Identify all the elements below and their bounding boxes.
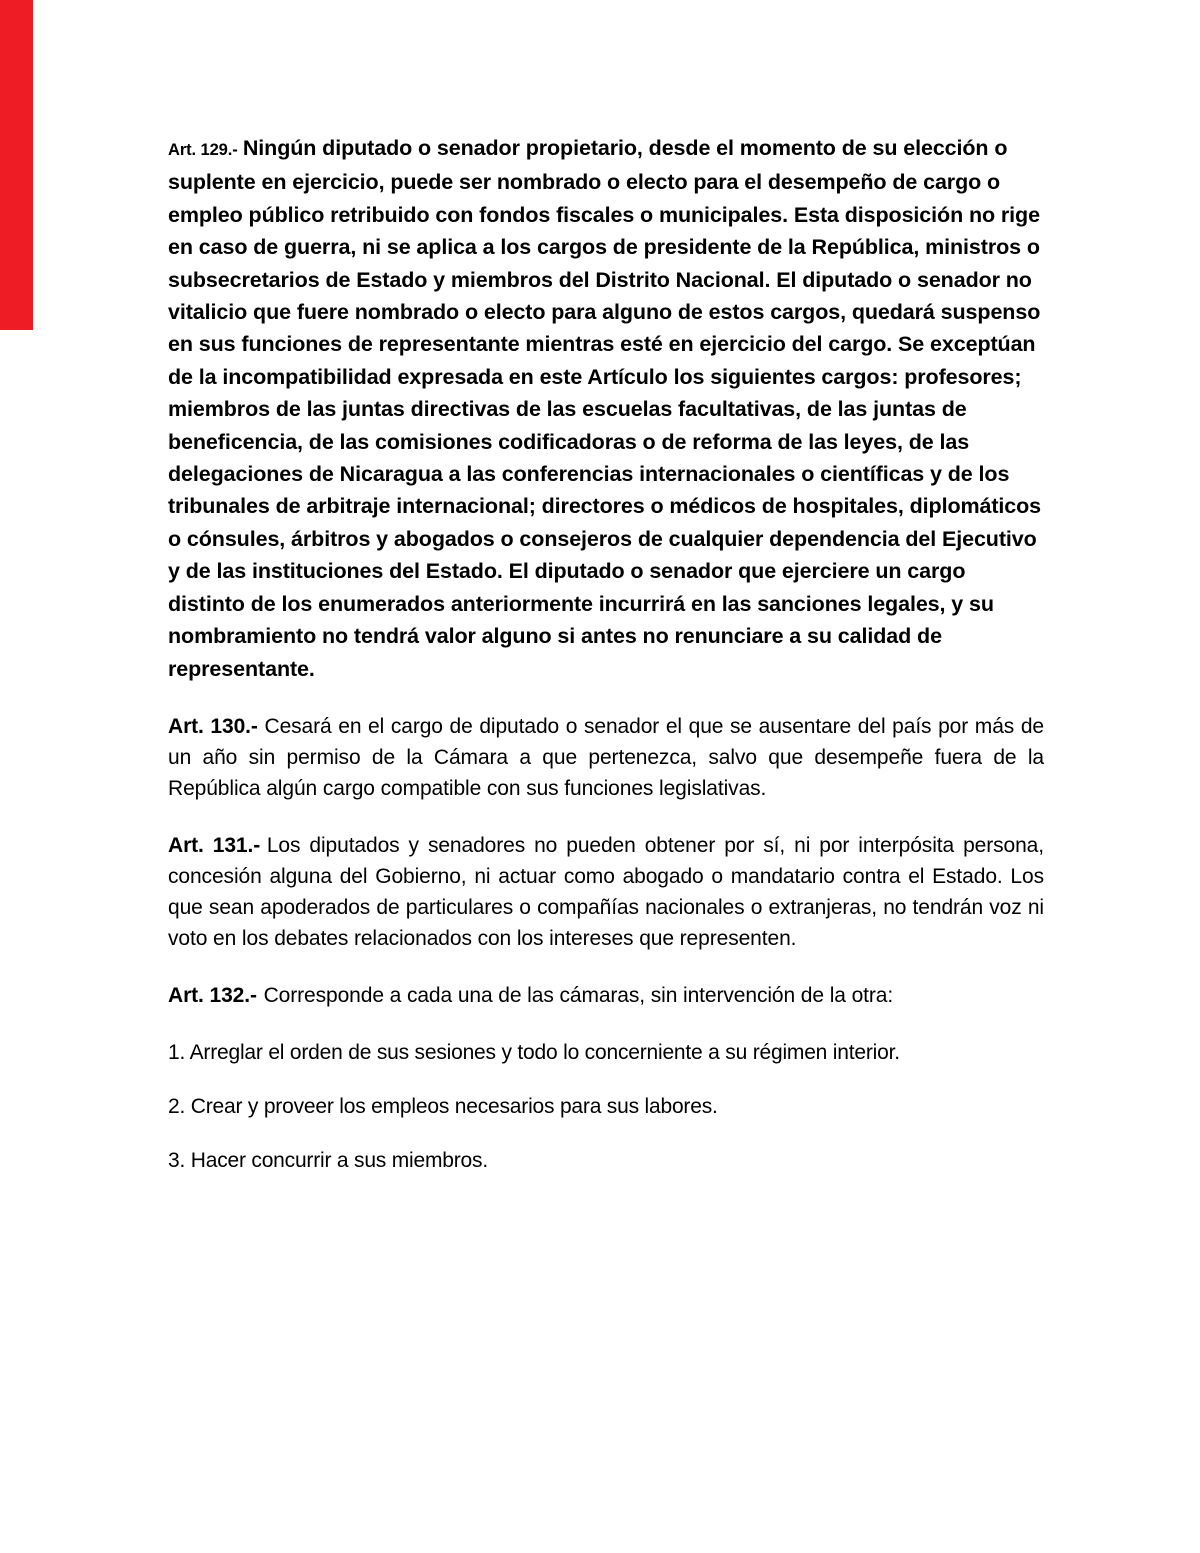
article-130-label: Art. 130.- bbox=[168, 714, 258, 738]
list-item-2 bbox=[168, 1091, 1044, 1122]
list-item-1-text: 1. Arreglar el orden de sus sesiones y todo lo concerniente a su régimen interior. bbox=[168, 1040, 900, 1064]
red-edge-bar bbox=[0, 0, 33, 330]
document-content bbox=[168, 0, 1044, 1199]
article-129-label: Art. 129.- bbox=[168, 141, 238, 159]
article-130-paragraph bbox=[168, 711, 1044, 804]
article-132-label: Art. 132.- bbox=[168, 983, 257, 1007]
article-131-text: Los diputados y senadores no pueden obtener por sí, ni por interpósita persona, concesión alguna del Gobierno, ni actuar como abogado o mandatario contra el Estado. Los que sean apoderados de particulares o compañías nacionales o extranjeras, no tendrán voz ni voto en los debates relacionados con los intereses que representen. bbox=[168, 833, 1044, 950]
list-item-3 bbox=[168, 1145, 1044, 1176]
article-132-text: Corresponde a cada una de las cámaras, sin intervención de la otra: bbox=[263, 983, 894, 1007]
list-item-3-text: 3. Hacer concurrir a sus miembros. bbox=[168, 1148, 488, 1172]
list-item-1 bbox=[168, 1037, 1044, 1068]
article-131-paragraph bbox=[168, 830, 1044, 954]
article-129-text: Ningún diputado o senador propietario, desde el momento de su elección o suplente en ejercicio, puede ser nombrado o electo para el desempeño de cargo o empleo público retribuido con fondos fiscales o municipales. Esta disposición no rige en caso de guerra, ni se aplica a los cargos de presidente de la República, ministros o subsecretarios de Estado y miembros del Distrito Nacional. El diputado o senador no vitalicio que fuere nombrado o electo para alguno de estos cargos, quedará suspenso en sus funciones de representante mientras esté en ejercicio del cargo. Se exceptúan de la incompatibilidad expresada en este Artículo los siguientes cargos: profesores; miembros de las juntas directivas de las escuelas facultativas, de las juntas de beneficencia, de las comisiones codificadoras o de reforma de las leyes, de las delegaciones de Nicaragua a las conferencias internacionales o científicas y de los tribunales de arbitraje internacional; directores o médicos de hospitales, diplomáticos o cónsules, árbitros y abogados o consejeros de cualquier dependencia del Ejecutivo y de las instituciones del Estado. El diputado o senador que ejerciere un cargo distinto de los enumerados anteriormente incurrirá en las sanciones legales, y su nombramiento no tendrá valor alguno si antes no renunciare a su calidad de representante. bbox=[168, 136, 1042, 681]
article-130-text: Cesará en el cargo de diputado o senador el que se ausentare del país por más de un año sin permiso de la Cámara a que pertenezca, salvo que desempeñe fuera de la República algún cargo compatible con sus funciones legislativas. bbox=[168, 714, 1044, 800]
article-131-label: Art. 131.- bbox=[168, 833, 261, 857]
list-item-2-text: 2. Crear y proveer los empleos necesarios para sus labores. bbox=[168, 1094, 718, 1118]
article-132-paragraph bbox=[168, 980, 1044, 1011]
article-129-paragraph bbox=[168, 132, 1044, 685]
